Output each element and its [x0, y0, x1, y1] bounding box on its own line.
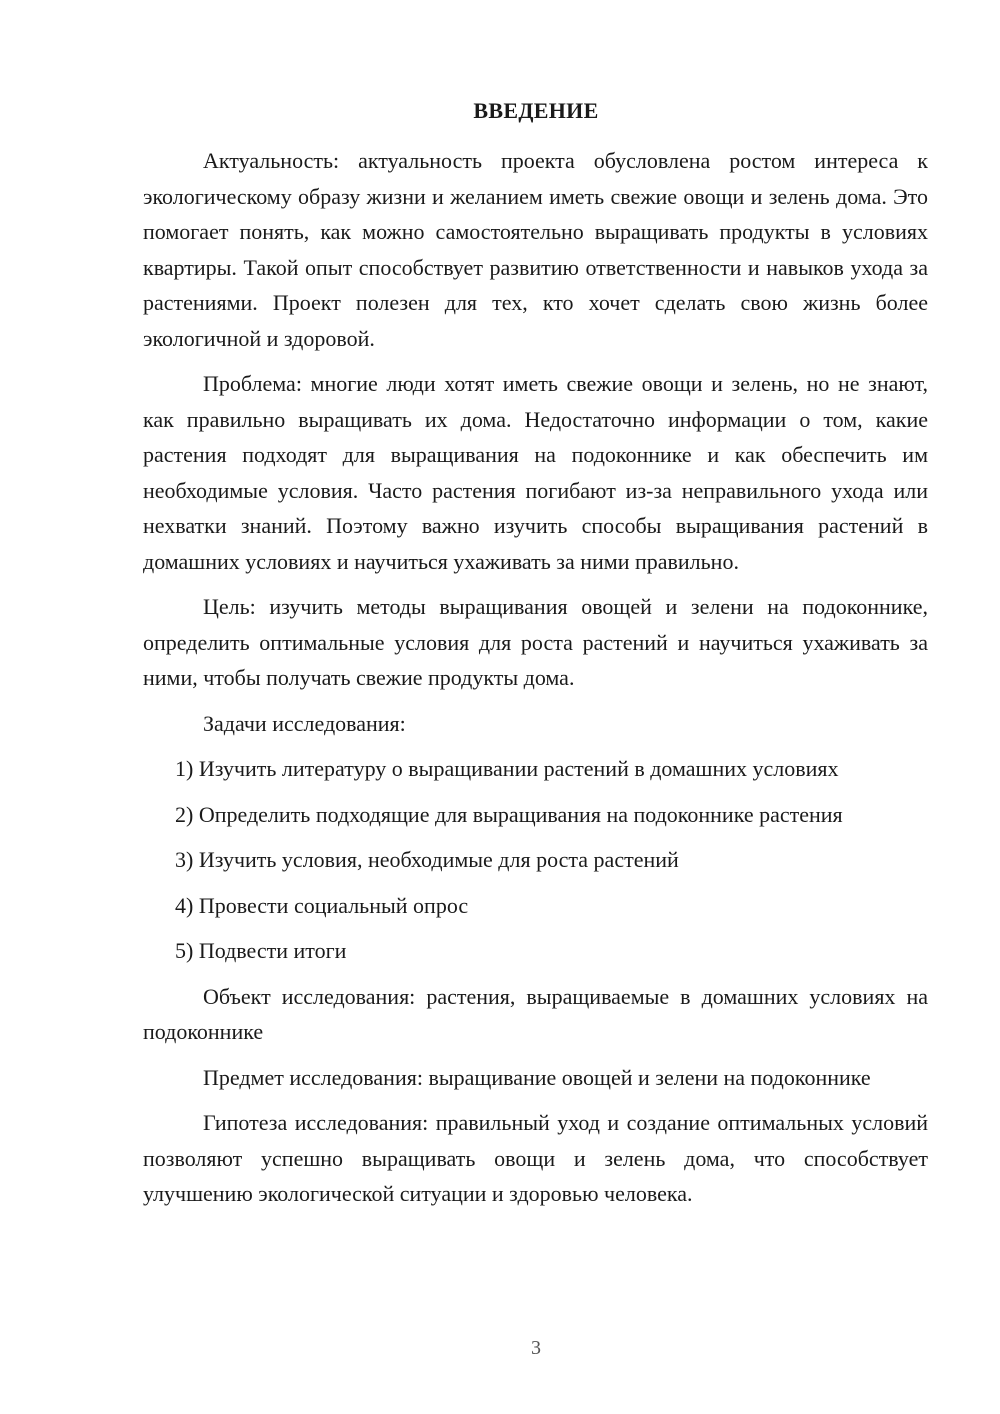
task-item: 2) Определить подходящие для выращивания на подоконнике растения [175, 801, 843, 827]
goal-paragraph: Цель: изучить методы выращивания овощей и зелени на подоконнике, определить оптимальные условия для роста растений и научиться ухаживать за ними, чтобы получать свежие продукты дома. [143, 594, 928, 690]
page-number: 3 [531, 1337, 541, 1359]
task-item: 3) Изучить условия, необходимые для роста растений [175, 847, 679, 872]
hypothesis-paragraph: Гипотеза исследования: правильный уход и создание оптимальных условий позволяют успешно выращивать овощи и зелень дома, что способствует улучшению экологической ситуации и здоровью человека. [143, 1110, 928, 1206]
task-item: 4) Провести социальный опрос [175, 892, 469, 918]
page-title: ВВЕДЕНИЕ [473, 98, 599, 123]
object-paragraph: Объект исследования: растения, выращиваемые в домашних условиях на подоконнике [143, 983, 928, 1044]
document-body [143, 143, 928, 1222]
task-item: 1) Изучить литературу о выращивании растений в домашних условиях [175, 756, 839, 781]
subject-paragraph: Предмет исследования: выращивание овощей и зелени на подоконнике [203, 1064, 871, 1090]
problem-paragraph: Проблема: многие люди хотят иметь свежие овощи и зелень, но не знают, как правильно выращивать их дома. Недостаточно информации о том, какие растения подходят для выращивания на подоконнике и как обеспечить им необходимые условия. Часто растения погибают из-за неправильного ухода или нехватки знаний. Поэтому важно изучить способы выращивания растений в домашних условиях и научиться ухаживать за ними правильно. [143, 371, 928, 574]
relevance-paragraph: Актуальность: актуальность проекта обусловлена ростом интереса к экологическому образу жизни и желанием иметь свежие овощи и зелень дома. Это помогает понять, как можно самостоятельно выращивать продукты в условиях квартиры. Такой опыт способствует развитию ответственности и навыков ухода за растениями. Проект полезен для тех, кто хочет сделать свою жизнь более экологичной и здоровой. [143, 148, 928, 351]
tasks-heading: Задачи исследования: [203, 710, 406, 736]
task-item: 5) Подвести итоги [175, 938, 347, 963]
